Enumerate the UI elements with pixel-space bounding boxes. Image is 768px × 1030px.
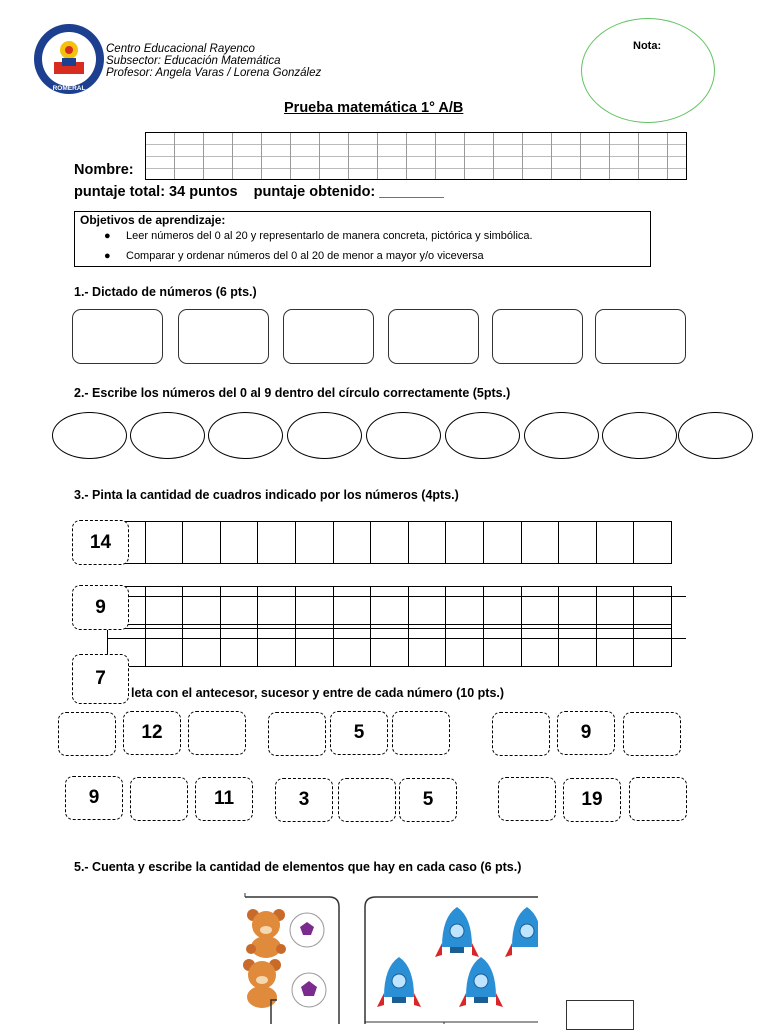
name-field[interactable]: [145, 132, 687, 180]
question-2: 2.- Escribe los números del 0 al 9 dentro del círculo correctamente (5pts.): [74, 386, 511, 400]
grade-label: Nota:: [633, 40, 662, 52]
answer-box[interactable]: [72, 309, 163, 364]
answer-box[interactable]: [566, 1000, 634, 1030]
answer-box[interactable]: [58, 712, 116, 756]
soccer-ball-icon: [290, 913, 324, 947]
answer-box[interactable]: [492, 712, 550, 756]
given-number: 12: [123, 711, 181, 755]
answer-circle[interactable]: [208, 412, 283, 459]
divider: [107, 638, 686, 639]
logo-text: ROMERAL: [52, 85, 86, 92]
bullet-icon: ●: [104, 250, 111, 262]
answer-box[interactable]: [629, 777, 687, 821]
answer-circle[interactable]: [52, 412, 127, 459]
answer-box[interactable]: [188, 711, 246, 755]
answer-circle[interactable]: [287, 412, 362, 459]
question-3: 3.- Pinta la cantidad de cuadros indicado por los números (4pts.): [74, 488, 459, 502]
answer-circle[interactable]: [366, 412, 441, 459]
soccer-ball-icon: [292, 973, 326, 1007]
answer-box[interactable]: [130, 777, 188, 821]
answer-box[interactable]: [623, 712, 681, 756]
divider: [107, 596, 686, 597]
answer-circle[interactable]: [602, 412, 677, 459]
rocket-icon: [377, 957, 421, 1007]
school-name: Centro Educacional Rayenco: [106, 43, 255, 55]
answer-box[interactable]: [283, 309, 374, 364]
grade-circle[interactable]: [581, 18, 715, 123]
question-4: leta con el antecesor, sucesor y entre de cada número (10 pts.): [131, 686, 505, 700]
paint-grid-row[interactable]: [107, 624, 672, 667]
given-number: 11: [195, 777, 253, 821]
answer-box[interactable]: [388, 309, 479, 364]
number-tag: 14: [72, 520, 129, 565]
answer-box[interactable]: [338, 778, 396, 822]
objectives-title: Objetivos de aprendizaje:: [80, 213, 226, 227]
answer-box[interactable]: [268, 712, 326, 756]
score-line: puntaje total: 34 puntos puntaje obtenido: ________: [74, 184, 444, 200]
rockets-picture: [364, 895, 538, 1024]
question-5: 5.- Cuenta y escribe la cantidad de elementos que hay en cada caso (6 pts.): [74, 860, 522, 874]
subject-line: Subsector: Educación Matemática: [106, 55, 281, 67]
bullet-icon: ●: [104, 230, 111, 242]
number-tag: 7: [72, 654, 129, 704]
objective-item: ● Comparar y ordenar números del 0 al 20 de menor a mayor y/o viceversa: [104, 250, 484, 262]
answer-box[interactable]: [595, 309, 686, 364]
given-number: 3: [275, 778, 333, 822]
school-logo: [32, 22, 106, 96]
answer-circle[interactable]: [445, 412, 520, 459]
answer-circle[interactable]: [524, 412, 599, 459]
rocket-icon: [435, 907, 479, 957]
given-number: 5: [330, 711, 388, 755]
given-number: 9: [557, 711, 615, 755]
number-tag: 9: [72, 585, 129, 630]
answer-circle[interactable]: [678, 412, 753, 459]
paint-grid-row[interactable]: [107, 586, 672, 629]
page-title: Prueba matemática 1° A/B: [284, 100, 464, 116]
objective-item: ● Leer números del 0 al 20 y representarlo de manera concreta, pictórica y simbólica.: [104, 230, 533, 242]
answer-box[interactable]: [498, 777, 556, 821]
answer-box[interactable]: [492, 309, 583, 364]
answer-box[interactable]: [178, 309, 269, 364]
rocket-icon: [505, 907, 538, 957]
given-number: 19: [563, 778, 621, 822]
teachers-line: Profesor: Angela Varas / Lorena González: [106, 67, 322, 79]
answer-circle[interactable]: [130, 412, 205, 459]
given-number: 5: [399, 778, 457, 822]
question-1: 1.- Dictado de números (6 pts.): [74, 285, 257, 299]
given-number: 9: [65, 776, 123, 820]
rocket-icon: [459, 957, 503, 1007]
teddy-bear-icon: [246, 909, 286, 958]
answer-box[interactable]: [392, 711, 450, 755]
bears-balls-picture: [243, 893, 343, 1024]
name-label: Nombre:: [74, 162, 134, 178]
paint-grid-row[interactable]: [107, 521, 672, 564]
